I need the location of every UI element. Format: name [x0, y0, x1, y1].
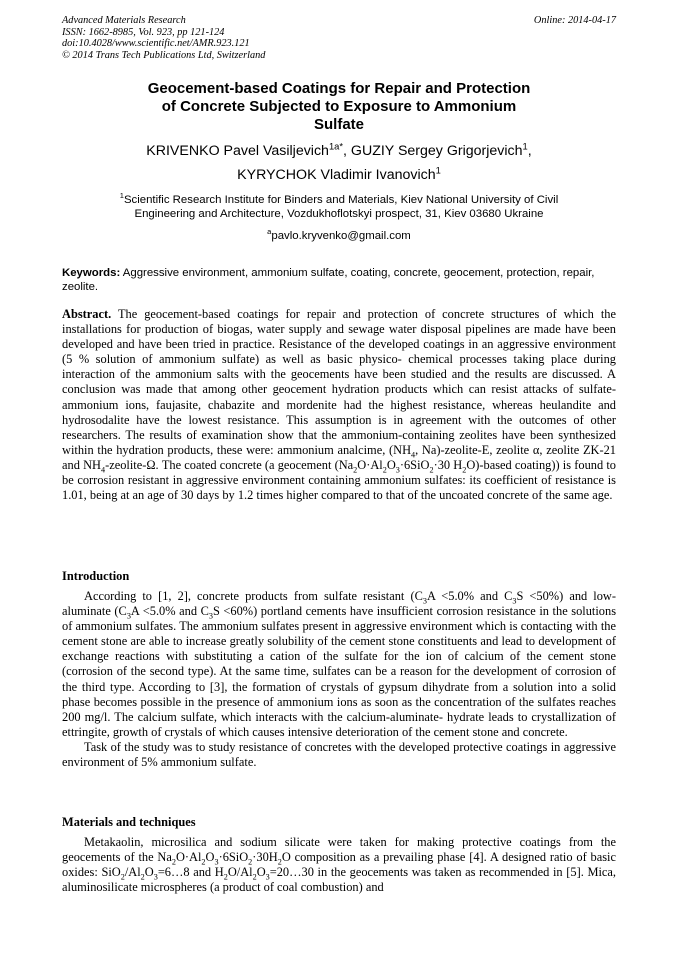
intro-text: A <5.0% and C: [130, 604, 209, 619]
abstract-text-6: ·6SiO: [399, 457, 430, 472]
abstract-text-2: , Na)-zeolite-E, zeolite α, zeolite ZK-21 and NH: [62, 442, 616, 472]
issn-line: ISSN: 1662-8985, Vol. 923, pp 121-124: [62, 26, 225, 38]
journal-name: Advanced Materials Research: [62, 15, 186, 26]
affiliation-line-2: Engineering and Architecture, Vozdukhoflotskyi prospect, 31, Kiev 03680 Ukraine: [134, 208, 544, 220]
abstract-sub: 2: [429, 465, 434, 475]
abstract-sub: 3: [395, 465, 400, 475]
materials-sub: 2: [140, 872, 145, 882]
keywords: [62, 266, 616, 294]
abstract-sub: 2: [353, 465, 358, 475]
materials-sub: 2: [223, 872, 228, 882]
author-guziy-sup: 1: [522, 141, 528, 152]
abstract-text-8: O)-based coating)) is found to be corrosion resistant in aggressive environment containing ammonium sulfates: its coefficient of resistance is 1.01, being at an age of 30 days by 1.2 times higher compared to that of the uncoated concrete of the same age.: [62, 457, 616, 503]
abstract-sub: 2: [462, 465, 467, 475]
materials-text: O composition as a prevailing phase [4]. A designed ratio of basic oxides: SiO: [62, 850, 616, 880]
keywords-text: Aggressive environment, ammonium sulfate, coating, concrete, geocement, protection, repair, zeolite.: [62, 267, 595, 293]
abstract-label: Abstract.: [62, 307, 112, 321]
author-kyrychok-sup: 1: [435, 165, 441, 176]
materials-text: ·30H: [252, 850, 278, 865]
abstract-sub: 4: [411, 450, 416, 460]
materials-sub: 2: [277, 857, 282, 867]
affiliation-text-1: Scientific Research Institute for Binders and Materials, Kiev National University of Civil: [123, 194, 559, 206]
paper-title: [90, 80, 588, 134]
introduction-paragraph-1: [62, 589, 616, 740]
author-email: [60, 229, 618, 243]
abstract-text-3: -zeolite-Ω. The coated concrete (a geocement (Na: [105, 457, 354, 472]
author-krivenko-sup: 1a*: [328, 141, 344, 152]
keywords-label: Keywords:: [62, 267, 121, 279]
materials-text: O/Al: [227, 865, 253, 880]
abstract-text-4: O·Al: [357, 457, 383, 472]
introduction-paragraph-2: Task of the study was to study resistance of concretes with the developed protective coatings in aggressive environment of 5% ammonium sulfate.: [62, 739, 616, 770]
materials-text: ·6SiO: [218, 850, 249, 865]
materials-sub: 2: [171, 857, 176, 867]
intro-sub: 3: [422, 596, 427, 606]
materials-sub: 2: [252, 872, 257, 882]
materials-text: O·Al: [175, 850, 202, 865]
materials-text: /Al: [124, 865, 141, 880]
journal-header: [62, 15, 265, 61]
introduction-body: [62, 589, 616, 770]
intro-sub: 3: [208, 611, 213, 621]
title-line-1: Geocement-based Coatings for Repair and Protection: [147, 80, 531, 97]
author-list: [60, 139, 618, 187]
materials-text: Metakaolin, microsilica and sodium silicate were taken for making protective coatings from the geocements of the Na: [62, 835, 616, 865]
materials-sub: 2: [248, 857, 253, 867]
abstract-paragraph: [62, 307, 616, 503]
author-comma: ,: [527, 143, 532, 159]
email-sup: a: [267, 227, 272, 237]
author-krivenko: KRIVENKO Pavel Vasiljevich: [146, 143, 329, 159]
materials-sub: 3: [214, 857, 219, 867]
materials-body: [62, 835, 616, 895]
materials-sub: 3: [265, 872, 270, 882]
materials-text: O: [205, 850, 215, 865]
author-guziy: GUZIY Sergey Grigorjevich: [350, 143, 523, 159]
materials-text: =6…8 and H: [157, 865, 224, 880]
intro-text: According to [1, 2], concrete products from sulfate resistant (C: [84, 589, 423, 603]
doi-line: doi:10.4028/www.scientific.net/AMR.923.121: [62, 38, 250, 50]
affiliation-line-1: [70, 193, 608, 207]
introduction-heading: Introduction: [62, 569, 130, 583]
materials-paragraph-1: [62, 835, 616, 895]
abstract-sub: 4: [100, 465, 106, 475]
intro-text: S <50%) and low-aluminate (C: [62, 589, 617, 619]
abstract-sub: 2: [382, 465, 387, 475]
affiliation-sup: 1: [119, 191, 124, 201]
affiliation: [70, 193, 608, 221]
abstract-text-1: The geocement-based coatings for repair and protection of concrete structures of which the installations for production of biogas, water supply and sewage water disposal pipelines are made have been developed and have been tried in practice. Resistance of the developed coatings in an aggressive environment (5 % solution of ammonium sulfate) as well as basic physico- chemical processes taking place during interaction of the ammonium salts with the geocements have been studied and the results are discussed. A conclusion was made that among other geocement hydration products which can resist attacks of sulfate-ammonium ions, faujasite, chabazite and mordenite had the highest resistance, whereas heulandite and hydrosodalite have the lowest resistance. This assumption is in agreement with the outcomes of other researchers. The results of examination show that the ammonium-containing zeolites have been synthesized within the hydration products, these were: ammonium analcime, (NH: [62, 307, 616, 457]
author-line-1: [60, 139, 618, 163]
author-line-2: [60, 163, 618, 187]
online-date: Online: 2014-04-17: [533, 15, 616, 26]
materials-text: O: [256, 865, 266, 880]
intro-text: S <60%) portland cements have insufficient corrosion resistance in the solutions of ammonium sulfates. The ammonium sulfates present in aggressive environment which is contacting with the cement stone are able to increase greatly solubility of the cement stone constituents and lead to development of exchange reactions with substituting a cation of the sulfate for the ion of calcium of the cement stone (corrosion of the second type). At the same time, sulfates can be a reason for the development of corrosion of the third type. According to [3], the formation of crystals of gypsum dihydrate from a solution into a solid phase becomes possible in the presence of ammonium ions as soon as the concentration of the sulfates reaches 200 mg/l. The calcium sulfate, which interacts with the calcium-aluminate- hydrate leads to crystallization of ettringite, growth of crystals of which causes intensive deterioration of the cement stone and concrete.: [62, 604, 617, 739]
materials-text: O: [144, 865, 154, 880]
materials-sub: 2: [201, 857, 206, 867]
copyright-line: © 2014 Trans Tech Publications Ltd, Switzerland: [62, 49, 266, 61]
intro-text: A <5.0% and C: [426, 589, 513, 603]
title-line-2: of Concrete Subjected to Exposure to Ammonium: [161, 98, 517, 115]
intro-sub: 3: [512, 596, 517, 606]
intro-sub: 3: [126, 611, 131, 621]
materials-text: =20…30 in the geocements was taken as recommended in [5]. Mica, aluminosilicate microspheres (a product of coal combustion) and: [62, 865, 616, 895]
materials-heading: Materials and techniques: [62, 815, 196, 829]
materials-sub: 2: [120, 872, 125, 882]
abstract: [62, 307, 616, 503]
email-address: pavlo.kryvenko@gmail.com: [271, 230, 411, 242]
abstract-text-7: ·30 H: [433, 457, 463, 472]
title-line-3: Sulfate: [313, 116, 364, 133]
author-separator: ,: [343, 143, 351, 159]
abstract-text-5: O: [386, 457, 396, 472]
author-kyrychok: KYRYCHOK Vladimir Ivanovich: [237, 167, 436, 183]
materials-sub: 3: [153, 872, 158, 882]
